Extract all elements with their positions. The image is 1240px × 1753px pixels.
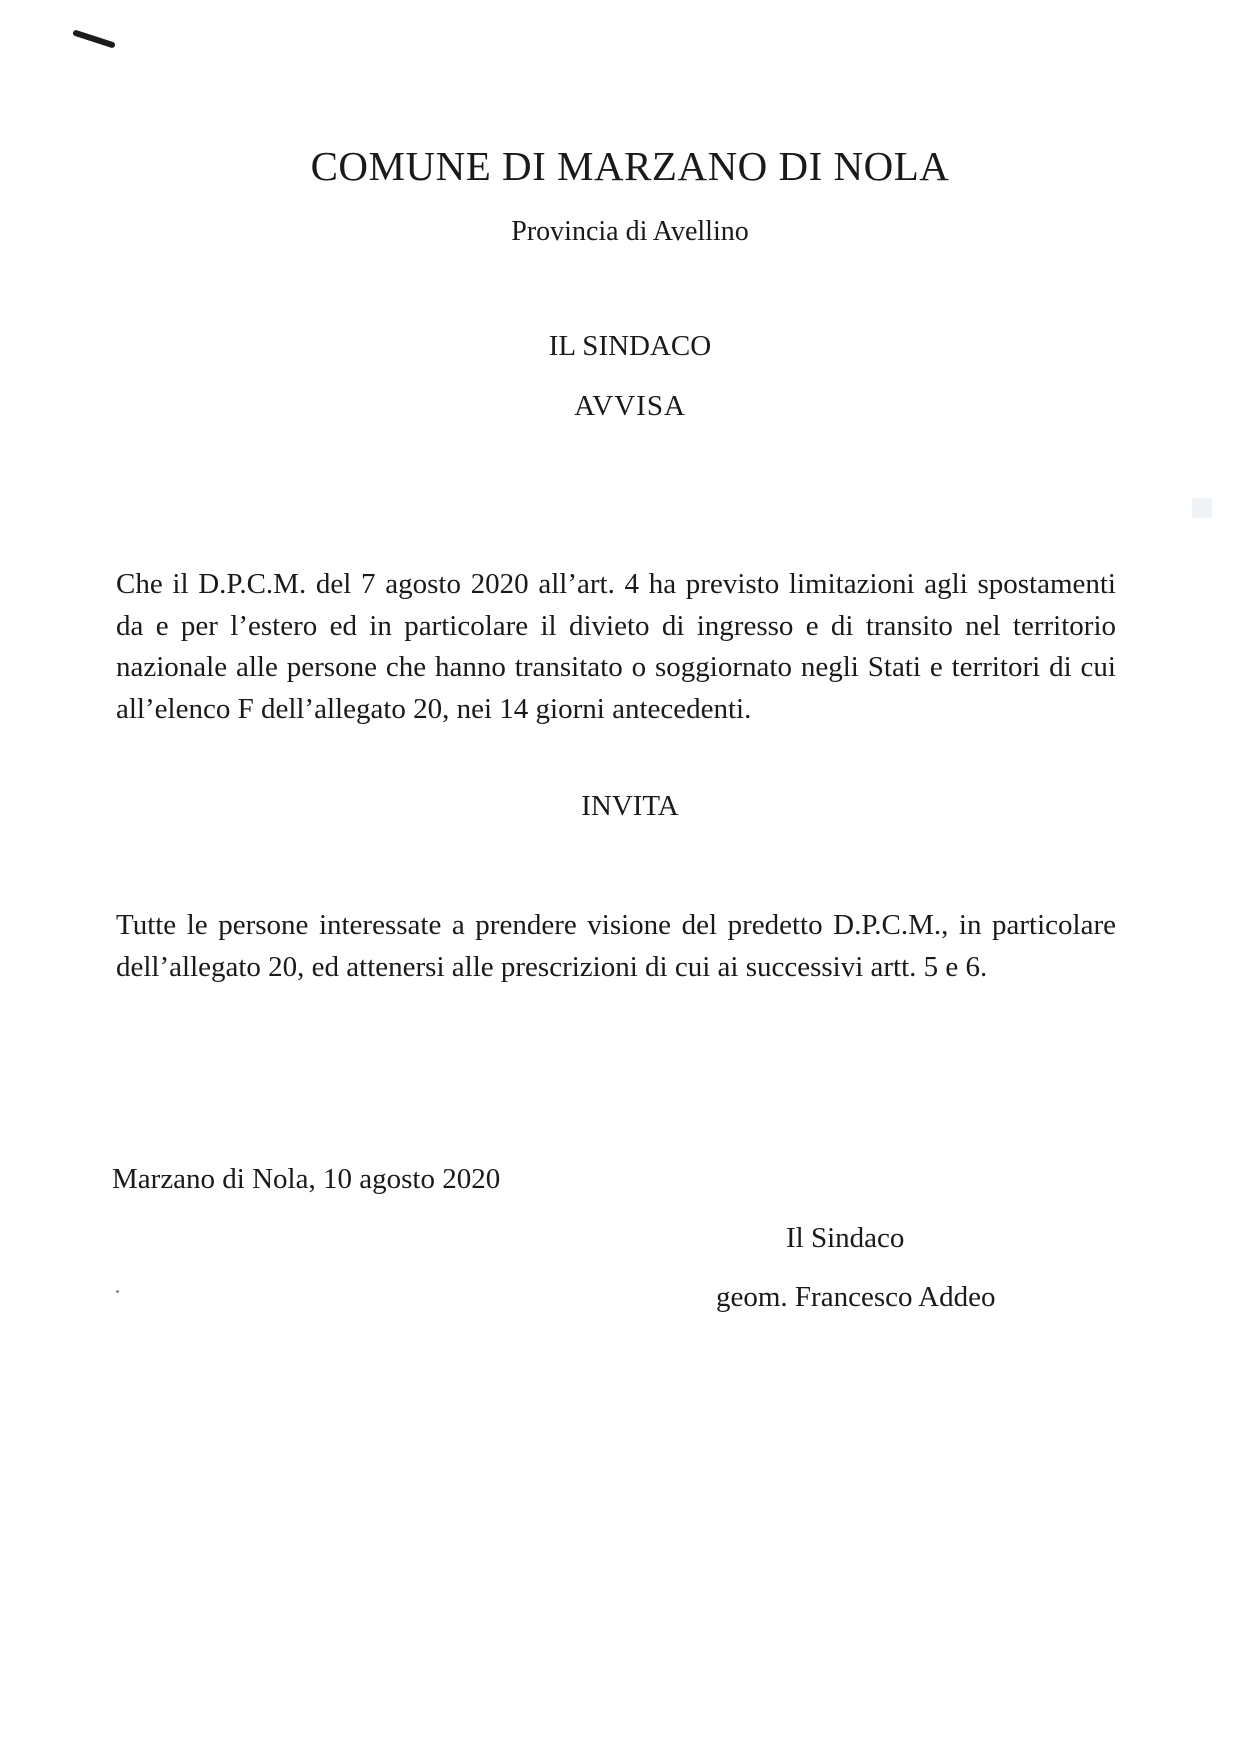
scan-speck	[116, 1290, 119, 1293]
invitation-paragraph: Tutte le persone interessate a prendere visione del predetto D.P.C.M., in particolare dell’allegato 20, ed attenersi alle prescrizioni di cui ai successivi artt. 5 e 6.	[116, 909, 1116, 983]
invita-heading: INVITA	[581, 790, 679, 822]
municipality-title: COMUNE DI MARZANO DI NOLA	[310, 143, 950, 189]
place-date: Marzano di Nola, 10 agosto 2020	[112, 1163, 501, 1195]
scan-artifact	[1192, 498, 1212, 518]
notice-paragraph: Che il D.P.C.M. del 7 agosto 2020 all’art. 4 ha previsto limitazioni agli spostamenti da e per l’estero ed in particolare il divieto di ingresso e di transito nel territorio nazionale alle persone che hanno transitato o soggiornato negli Stati e territori di cui all’elenco F dell’allegato 20, nei 14 giorni antecedenti.	[116, 568, 1116, 725]
issuer-heading: IL SINDACO	[548, 330, 712, 362]
avvisa-heading: AVVISA	[574, 390, 686, 422]
signatory-name: geom. Francesco Addeo	[716, 1281, 996, 1313]
province-subtitle: Provincia di Avellino	[511, 216, 749, 247]
scan-mark	[72, 29, 116, 48]
signatory-role: Il Sindaco	[786, 1222, 905, 1254]
